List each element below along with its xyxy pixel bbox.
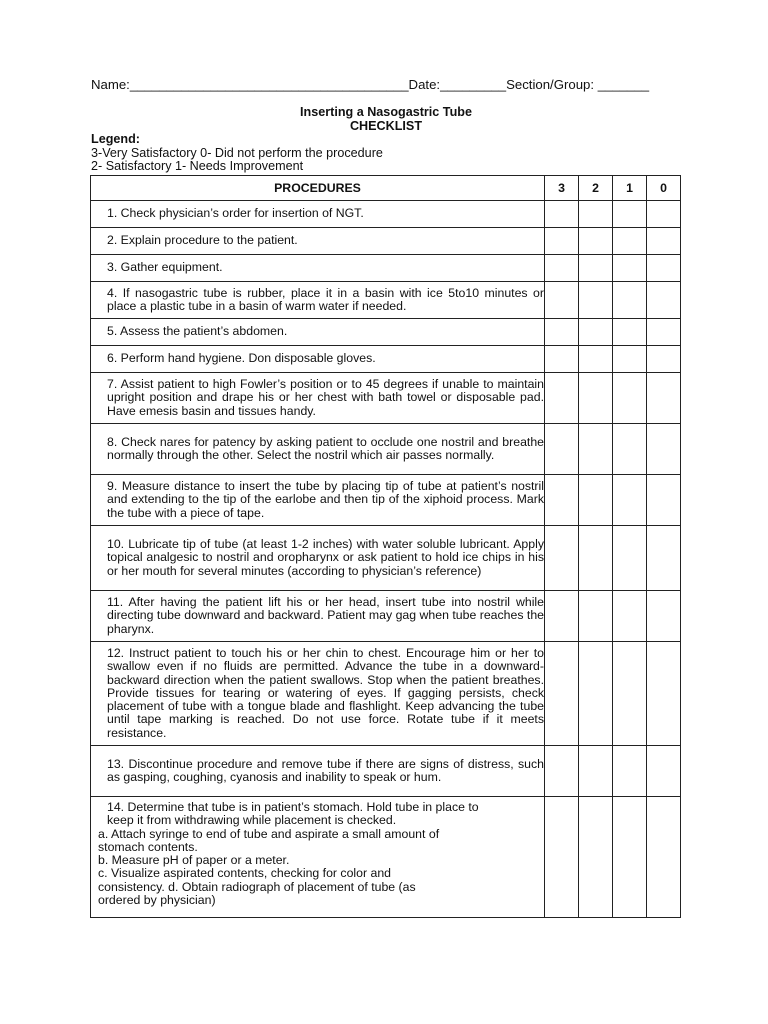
procedure-step-3: 3. Gather equipment. xyxy=(91,255,545,282)
table-row xyxy=(91,475,681,526)
header-score-3: 3 xyxy=(545,176,579,201)
procedure-step-13: 13. Discontinue procedure and remove tube if there are signs of distress, such as gasping, coughing, cyanosis and inability to speak or hum. xyxy=(91,746,545,797)
procedure-step-6: 6. Perform hand hygiene. Don disposable gloves. xyxy=(91,346,545,373)
score-cell-0[interactable] xyxy=(647,797,681,918)
step-14-line-1: 14. Determine that tube is in patient’s stomach. Hold tube in place to xyxy=(107,800,479,814)
table-row xyxy=(91,255,681,282)
table-row xyxy=(91,591,681,642)
score-cell-0[interactable] xyxy=(647,526,681,591)
score-cell-0[interactable] xyxy=(647,228,681,255)
score-cell-0[interactable] xyxy=(647,591,681,642)
legend-heading: Legend: xyxy=(91,132,140,146)
score-cell-0[interactable] xyxy=(647,373,681,424)
score-cell-2[interactable] xyxy=(579,526,613,591)
table-row xyxy=(91,346,681,373)
table-row xyxy=(91,797,681,918)
score-cell-1[interactable] xyxy=(613,319,647,346)
legend-line-1: 3-Very Satisfactory 0- Did not perform the procedure xyxy=(91,145,383,160)
procedure-step-8: 8. Check nares for patency by asking patient to occlude one nostril and breathe normally through the other. Select the nostril which air passes normally. xyxy=(91,424,545,475)
score-cell-1[interactable] xyxy=(613,282,647,319)
score-cell-2[interactable] xyxy=(579,642,613,746)
score-cell-2[interactable] xyxy=(579,746,613,797)
score-cell-2[interactable] xyxy=(579,201,613,228)
step-14-line-8: ordered by physician) xyxy=(98,893,216,908)
table-row xyxy=(91,373,681,424)
procedure-step-9: 9. Measure distance to insert the tube by placing tip of tube at patient’s nostril and extending to the tip of the earlobe and then tip of the xiphoid process. Mark the tube with a piece of tape. xyxy=(91,475,545,526)
step-14-line-6: c. Visualize aspirated contents, checking for color and xyxy=(98,866,392,881)
score-cell-3[interactable] xyxy=(545,642,579,746)
score-cell-0[interactable] xyxy=(647,424,681,475)
score-cell-1[interactable] xyxy=(613,746,647,797)
score-cell-2[interactable] xyxy=(579,282,613,319)
table-row xyxy=(91,228,681,255)
score-cell-2[interactable] xyxy=(579,424,613,475)
procedure-step-1: 1. Check physician’s order for insertion of NGT. xyxy=(91,201,545,228)
score-cell-2[interactable] xyxy=(579,228,613,255)
header-procedures: PROCEDURES xyxy=(91,176,545,201)
header-score-1: 1 xyxy=(613,176,647,201)
procedure-step-2: 2. Explain procedure to the patient. xyxy=(91,228,545,255)
table-row xyxy=(91,319,681,346)
table-row xyxy=(91,201,681,228)
score-cell-0[interactable] xyxy=(647,346,681,373)
checklist-subtitle: CHECKLIST xyxy=(349,119,423,133)
score-cell-1[interactable] xyxy=(613,201,647,228)
table-row xyxy=(91,642,681,746)
legend-line-2: 2- Satisfactory 1- Needs Improvement xyxy=(91,159,304,173)
score-cell-3[interactable] xyxy=(545,282,579,319)
step-14-line-2: keep it from withdrawing while placement is checked. xyxy=(107,813,397,828)
step-14-line-3: a. Attach syringe to end of tube and aspirate a small amount of xyxy=(98,826,440,841)
score-cell-0[interactable] xyxy=(647,319,681,346)
procedure-step-5: 5. Assess the patient’s abdomen. xyxy=(91,319,545,346)
table-row xyxy=(91,424,681,475)
score-cell-3[interactable] xyxy=(545,255,579,282)
score-cell-3[interactable] xyxy=(545,346,579,373)
score-cell-1[interactable] xyxy=(613,591,647,642)
score-cell-1[interactable] xyxy=(613,424,647,475)
step-14-line-7: consistency. d. Obtain radiograph of placement of tube (as xyxy=(98,879,416,894)
step-14-line-4: stomach contents. xyxy=(98,839,198,854)
checklist-title: Inserting a Nasogastric Tube xyxy=(300,105,472,119)
student-info-line: Name:______________________________________Date:_________Section/Group: _______ xyxy=(91,77,650,92)
score-cell-0[interactable] xyxy=(647,282,681,319)
procedure-checklist-table xyxy=(90,175,681,918)
score-cell-2[interactable] xyxy=(579,373,613,424)
score-cell-0[interactable] xyxy=(647,255,681,282)
score-cell-0[interactable] xyxy=(647,746,681,797)
score-cell-1[interactable] xyxy=(613,346,647,373)
score-cell-2[interactable] xyxy=(579,591,613,642)
score-cell-1[interactable] xyxy=(613,797,647,918)
table-row xyxy=(91,526,681,591)
score-cell-2[interactable] xyxy=(579,797,613,918)
score-cell-3[interactable] xyxy=(545,228,579,255)
score-cell-2[interactable] xyxy=(579,319,613,346)
score-cell-0[interactable] xyxy=(647,201,681,228)
score-cell-0[interactable] xyxy=(647,642,681,746)
score-cell-3[interactable] xyxy=(545,475,579,526)
score-cell-1[interactable] xyxy=(613,373,647,424)
procedure-step-7: 7. Assist patient to high Fowler’s position or to 45 degrees if unable to maintain upright position and drape his or her chest with bath towel or disposable pad. Have emesis basin and tissues handy. xyxy=(91,373,545,424)
table-row xyxy=(91,282,681,319)
score-cell-0[interactable] xyxy=(647,475,681,526)
score-cell-1[interactable] xyxy=(613,255,647,282)
procedure-step-10: 10. Lubricate tip of tube (at least 1-2 inches) with water soluble lubricant. Apply topical analgesic to nostril and oropharynx or ask patient to hold ice chips in his or her mouth for several minutes (according to physician’s reference) xyxy=(91,526,545,591)
score-cell-1[interactable] xyxy=(613,475,647,526)
score-cell-1[interactable] xyxy=(613,228,647,255)
score-cell-2[interactable] xyxy=(579,346,613,373)
score-cell-3[interactable] xyxy=(545,797,579,918)
procedure-step-12: 12. Instruct patient to touch his or her chin to chest. Encourage him or her to swallow even if no fluids are permitted. Advance the tube in a downward-backward direction when the patient swallows. Stop when the patient breathes. Provide tissues for tearing or watering of eyes. If gagging persists, check placement of tube with a tongue blade and flashlight. Keep advancing the tube until tape marking is reached. Do not use force. Rotate tube if it meets resistance. xyxy=(91,642,545,746)
score-cell-1[interactable] xyxy=(613,526,647,591)
score-cell-3[interactable] xyxy=(545,424,579,475)
score-cell-3[interactable] xyxy=(545,373,579,424)
score-cell-2[interactable] xyxy=(579,255,613,282)
step-14-line-5: b. Measure pH of paper or a meter. xyxy=(98,853,290,868)
table-row xyxy=(91,746,681,797)
score-cell-2[interactable] xyxy=(579,475,613,526)
table-header-row xyxy=(91,176,681,201)
procedure-step-4: 4. If nasogastric tube is rubber, place it in a basin with ice 5to10 minutes or place a plastic tube in a basin of warm water if needed. xyxy=(91,282,545,319)
score-cell-3[interactable] xyxy=(545,201,579,228)
procedure-step-14 xyxy=(91,797,545,918)
score-cell-1[interactable] xyxy=(613,642,647,746)
legend xyxy=(91,133,383,174)
header-score-2: 2 xyxy=(579,176,613,201)
score-cell-3[interactable] xyxy=(545,526,579,591)
score-cell-3[interactable] xyxy=(545,746,579,797)
header-score-0: 0 xyxy=(647,176,681,201)
procedure-step-11: 11. After having the patient lift his or her head, insert tube into nostril while directing tube downward and backward. Patient may gag when tube reaches the pharynx. xyxy=(91,591,545,642)
score-cell-3[interactable] xyxy=(545,319,579,346)
score-cell-3[interactable] xyxy=(545,591,579,642)
